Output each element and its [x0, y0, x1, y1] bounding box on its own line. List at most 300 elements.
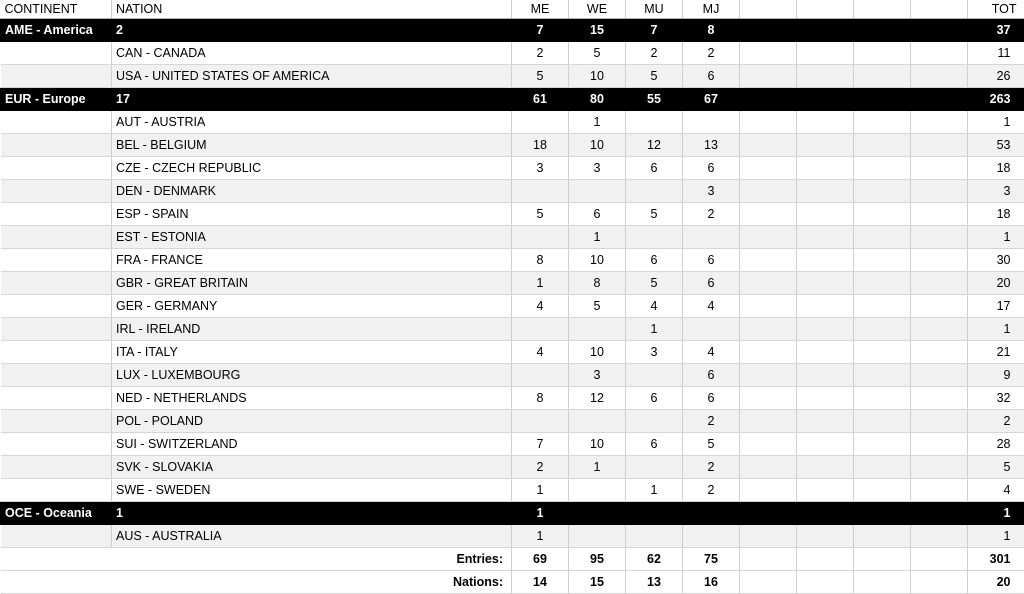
cell-empty-2: [797, 226, 854, 249]
cell-empty-1: [740, 88, 797, 111]
cell-mu: [626, 525, 683, 548]
cell-tot: 18: [968, 203, 1024, 226]
cell-empty-3: [854, 410, 911, 433]
cell-empty-1: [740, 387, 797, 410]
nation-name: GBR - GREAT BRITAIN: [112, 272, 512, 295]
cell-me: 8: [512, 249, 569, 272]
nation-row: [1, 65, 1024, 88]
cell-empty-4: [911, 387, 968, 410]
continent-nation-count: 2: [112, 19, 512, 42]
cell-tot: 11: [968, 42, 1024, 65]
footer-label: Entries:: [1, 548, 512, 571]
nation-row: [1, 134, 1024, 157]
table-body: [1, 19, 1024, 594]
cell-mj: 6: [683, 157, 740, 180]
cell-empty-4: [911, 19, 968, 42]
header-mu: MU: [626, 0, 683, 19]
continent-cell-empty: [1, 249, 112, 272]
cell-empty-3: [854, 318, 911, 341]
header-empty-4: [911, 0, 968, 19]
header-empty-1: [740, 0, 797, 19]
cell-empty-2: [797, 180, 854, 203]
cell-mu: 6: [626, 387, 683, 410]
nation-row: [1, 364, 1024, 387]
cell-mj: 2: [683, 410, 740, 433]
header-empty-2: [797, 0, 854, 19]
cell-empty-1: [740, 364, 797, 387]
cell-empty-3: [854, 42, 911, 65]
cell-empty-2: [797, 19, 854, 42]
cell-empty-1: [740, 157, 797, 180]
continent-cell-empty: [1, 387, 112, 410]
continent-row: [1, 502, 1024, 525]
continent-row: [1, 19, 1024, 42]
header-mj: MJ: [683, 0, 740, 19]
cell-me: 7: [512, 19, 569, 42]
cell-tot: 53: [968, 134, 1024, 157]
cell-empty-4: [911, 525, 968, 548]
nation-row: [1, 456, 1024, 479]
header-continent: CONTINENT: [1, 0, 112, 19]
header-me: ME: [512, 0, 569, 19]
footer-empty-4: [911, 571, 968, 594]
cell-me: 2: [512, 42, 569, 65]
continent-cell-empty: [1, 410, 112, 433]
cell-empty-2: [797, 364, 854, 387]
cell-empty-1: [740, 42, 797, 65]
footer-tot: 301: [968, 548, 1024, 571]
cell-empty-1: [740, 203, 797, 226]
cell-tot: 1: [968, 226, 1024, 249]
nation-name: IRL - IRELAND: [112, 318, 512, 341]
cell-mu: [626, 410, 683, 433]
cell-me: 4: [512, 341, 569, 364]
continent-cell-empty: [1, 134, 112, 157]
continent-cell-empty: [1, 525, 112, 548]
cell-we: 80: [569, 88, 626, 111]
cell-tot: 21: [968, 341, 1024, 364]
cell-empty-3: [854, 226, 911, 249]
cell-me: [512, 318, 569, 341]
cell-empty-3: [854, 433, 911, 456]
cell-empty-2: [797, 295, 854, 318]
cell-mu: 12: [626, 134, 683, 157]
footer-empty-2: [797, 548, 854, 571]
cell-empty-1: [740, 502, 797, 525]
cell-mj: [683, 525, 740, 548]
cell-tot: 1: [968, 318, 1024, 341]
cell-me: 5: [512, 65, 569, 88]
nation-row: [1, 272, 1024, 295]
cell-me: 8: [512, 387, 569, 410]
cell-mj: 67: [683, 88, 740, 111]
cell-mj: 2: [683, 456, 740, 479]
cell-we: 10: [569, 65, 626, 88]
continent-cell-empty: [1, 433, 112, 456]
cell-mj: [683, 226, 740, 249]
cell-mu: 6: [626, 249, 683, 272]
cell-we: 1: [569, 456, 626, 479]
footer-row: [1, 548, 1024, 571]
cell-empty-3: [854, 19, 911, 42]
cell-mj: 3: [683, 180, 740, 203]
cell-empty-2: [797, 456, 854, 479]
cell-mj: [683, 111, 740, 134]
cell-tot: 20: [968, 272, 1024, 295]
cell-empty-1: [740, 180, 797, 203]
footer-mu: 62: [626, 548, 683, 571]
cell-empty-1: [740, 65, 797, 88]
nation-row: [1, 295, 1024, 318]
cell-empty-3: [854, 134, 911, 157]
nation-name: USA - UNITED STATES OF AMERICA: [112, 65, 512, 88]
continent-cell-empty: [1, 456, 112, 479]
continent-cell-empty: [1, 479, 112, 502]
continent-cell-empty: [1, 364, 112, 387]
cell-we: 8: [569, 272, 626, 295]
cell-empty-3: [854, 111, 911, 134]
continent-cell-empty: [1, 180, 112, 203]
header-tot: TOT: [968, 0, 1024, 19]
cell-empty-1: [740, 479, 797, 502]
nation-row: [1, 387, 1024, 410]
cell-empty-4: [911, 272, 968, 295]
cell-empty-2: [797, 525, 854, 548]
cell-empty-3: [854, 272, 911, 295]
cell-me: [512, 410, 569, 433]
cell-empty-1: [740, 295, 797, 318]
nation-name: CZE - CZECH REPUBLIC: [112, 157, 512, 180]
cell-we: [569, 525, 626, 548]
cell-mj: 2: [683, 203, 740, 226]
cell-empty-4: [911, 341, 968, 364]
footer-mj: 75: [683, 548, 740, 571]
cell-empty-1: [740, 433, 797, 456]
nation-row: [1, 42, 1024, 65]
nation-name: ITA - ITALY: [112, 341, 512, 364]
nation-name: CAN - CANADA: [112, 42, 512, 65]
nation-name: EST - ESTONIA: [112, 226, 512, 249]
cell-we: 3: [569, 157, 626, 180]
cell-empty-3: [854, 479, 911, 502]
cell-empty-2: [797, 272, 854, 295]
cell-mu: 6: [626, 433, 683, 456]
nation-row: [1, 410, 1024, 433]
cell-empty-1: [740, 341, 797, 364]
cell-mu: 3: [626, 341, 683, 364]
cell-tot: 28: [968, 433, 1024, 456]
cell-empty-3: [854, 295, 911, 318]
footer-empty-1: [740, 571, 797, 594]
cell-me: [512, 111, 569, 134]
cell-empty-2: [797, 318, 854, 341]
cell-empty-4: [911, 226, 968, 249]
continent-cell-empty: [1, 318, 112, 341]
cell-me: 61: [512, 88, 569, 111]
cell-empty-1: [740, 525, 797, 548]
cell-tot: 5: [968, 456, 1024, 479]
cell-empty-2: [797, 157, 854, 180]
table-header: [1, 0, 1024, 19]
cell-mj: 5: [683, 433, 740, 456]
continent-cell-empty: [1, 65, 112, 88]
cell-empty-3: [854, 65, 911, 88]
cell-empty-2: [797, 88, 854, 111]
cell-mj: [683, 318, 740, 341]
footer-we: 95: [569, 548, 626, 571]
nation-name: AUT - AUSTRIA: [112, 111, 512, 134]
continent-cell-empty: [1, 295, 112, 318]
nation-name: LUX - LUXEMBOURG: [112, 364, 512, 387]
cell-mu: 1: [626, 479, 683, 502]
cell-mj: 6: [683, 272, 740, 295]
nation-row: [1, 226, 1024, 249]
cell-empty-4: [911, 410, 968, 433]
cell-we: [569, 410, 626, 433]
cell-mu: 2: [626, 42, 683, 65]
cell-mu: [626, 226, 683, 249]
cell-we: [569, 318, 626, 341]
cell-empty-1: [740, 410, 797, 433]
cell-mu: [626, 111, 683, 134]
nation-row: [1, 341, 1024, 364]
cell-tot: 3: [968, 180, 1024, 203]
nation-name: POL - POLAND: [112, 410, 512, 433]
nation-name: SUI - SWITZERLAND: [112, 433, 512, 456]
nation-name: DEN - DENMARK: [112, 180, 512, 203]
continent-cell-empty: [1, 42, 112, 65]
cell-empty-2: [797, 65, 854, 88]
cell-empty-1: [740, 249, 797, 272]
cell-empty-2: [797, 249, 854, 272]
continent-cell-empty: [1, 203, 112, 226]
cell-mu: 7: [626, 19, 683, 42]
cell-mj: 2: [683, 479, 740, 502]
cell-mu: [626, 364, 683, 387]
cell-empty-4: [911, 203, 968, 226]
cell-empty-4: [911, 479, 968, 502]
cell-we: 10: [569, 341, 626, 364]
cell-empty-1: [740, 318, 797, 341]
nation-name: BEL - BELGIUM: [112, 134, 512, 157]
cell-empty-4: [911, 134, 968, 157]
footer-mu: 13: [626, 571, 683, 594]
cell-tot: 1: [968, 525, 1024, 548]
cell-mu: [626, 180, 683, 203]
cell-we: 5: [569, 42, 626, 65]
nation-row: [1, 525, 1024, 548]
footer-tot: 20: [968, 571, 1024, 594]
cell-empty-3: [854, 88, 911, 111]
nation-row: [1, 249, 1024, 272]
cell-mj: 2: [683, 42, 740, 65]
cell-tot: 37: [968, 19, 1024, 42]
cell-mu: 5: [626, 272, 683, 295]
nation-row: [1, 111, 1024, 134]
cell-empty-4: [911, 456, 968, 479]
footer-empty-3: [854, 548, 911, 571]
footer-mj: 16: [683, 571, 740, 594]
cell-empty-2: [797, 479, 854, 502]
cell-me: 4: [512, 295, 569, 318]
continent-cell-empty: [1, 157, 112, 180]
cell-mj: 13: [683, 134, 740, 157]
cell-tot: 263: [968, 88, 1024, 111]
cell-mj: 6: [683, 387, 740, 410]
cell-tot: 18: [968, 157, 1024, 180]
cell-we: 6: [569, 203, 626, 226]
nation-row: [1, 433, 1024, 456]
nation-row: [1, 318, 1024, 341]
cell-we: 10: [569, 433, 626, 456]
cell-empty-4: [911, 88, 968, 111]
cell-mu: [626, 456, 683, 479]
cell-mu: 5: [626, 203, 683, 226]
cell-we: 3: [569, 364, 626, 387]
cell-tot: 1: [968, 502, 1024, 525]
footer-me: 14: [512, 571, 569, 594]
cell-we: 5: [569, 295, 626, 318]
footer-label: Nations:: [1, 571, 512, 594]
cell-tot: 26: [968, 65, 1024, 88]
continent-name: OCE - Oceania: [1, 502, 112, 525]
footer-row: [1, 571, 1024, 594]
cell-empty-3: [854, 157, 911, 180]
cell-empty-2: [797, 502, 854, 525]
cell-me: 1: [512, 479, 569, 502]
cell-empty-1: [740, 134, 797, 157]
cell-tot: 17: [968, 295, 1024, 318]
cell-me: 5: [512, 203, 569, 226]
cell-tot: 1: [968, 111, 1024, 134]
nation-name: SVK - SLOVAKIA: [112, 456, 512, 479]
nation-name: ESP - SPAIN: [112, 203, 512, 226]
cell-me: 1: [512, 272, 569, 295]
cell-empty-1: [740, 456, 797, 479]
cell-mu: 5: [626, 65, 683, 88]
cell-empty-2: [797, 410, 854, 433]
cell-empty-2: [797, 387, 854, 410]
cell-empty-4: [911, 42, 968, 65]
nation-name: FRA - FRANCE: [112, 249, 512, 272]
cell-we: [569, 502, 626, 525]
cell-empty-3: [854, 456, 911, 479]
nation-row: [1, 479, 1024, 502]
nation-name: NED - NETHERLANDS: [112, 387, 512, 410]
header-we: WE: [569, 0, 626, 19]
cell-empty-3: [854, 387, 911, 410]
cell-empty-1: [740, 226, 797, 249]
continent-name: AME - America: [1, 19, 112, 42]
header-nation: NATION: [112, 0, 512, 19]
cell-empty-2: [797, 134, 854, 157]
cell-empty-3: [854, 249, 911, 272]
cell-tot: 32: [968, 387, 1024, 410]
cell-mu: 1: [626, 318, 683, 341]
nation-name: AUS - AUSTRALIA: [112, 525, 512, 548]
cell-empty-3: [854, 341, 911, 364]
cell-empty-1: [740, 19, 797, 42]
cell-mj: 4: [683, 341, 740, 364]
cell-mu: 4: [626, 295, 683, 318]
cell-we: 15: [569, 19, 626, 42]
footer-we: 15: [569, 571, 626, 594]
cell-empty-4: [911, 502, 968, 525]
nation-name: SWE - SWEDEN: [112, 479, 512, 502]
cell-empty-3: [854, 525, 911, 548]
header-empty-3: [854, 0, 911, 19]
cell-mj: 6: [683, 364, 740, 387]
cell-we: [569, 479, 626, 502]
cell-we: 10: [569, 249, 626, 272]
cell-empty-4: [911, 111, 968, 134]
cell-me: 3: [512, 157, 569, 180]
cell-empty-2: [797, 341, 854, 364]
cell-empty-3: [854, 364, 911, 387]
cell-me: 1: [512, 502, 569, 525]
nation-row: [1, 157, 1024, 180]
cell-me: [512, 226, 569, 249]
cell-empty-4: [911, 249, 968, 272]
cell-empty-1: [740, 111, 797, 134]
footer-me: 69: [512, 548, 569, 571]
cell-mj: 6: [683, 249, 740, 272]
cell-empty-3: [854, 180, 911, 203]
cell-mj: 8: [683, 19, 740, 42]
cell-me: 7: [512, 433, 569, 456]
continent-cell-empty: [1, 272, 112, 295]
cell-me: 18: [512, 134, 569, 157]
nation-row: [1, 180, 1024, 203]
footer-empty-1: [740, 548, 797, 571]
cell-me: [512, 364, 569, 387]
cell-we: [569, 180, 626, 203]
continent-name: EUR - Europe: [1, 88, 112, 111]
cell-empty-2: [797, 42, 854, 65]
cell-empty-2: [797, 203, 854, 226]
cell-mj: 6: [683, 65, 740, 88]
cell-empty-2: [797, 433, 854, 456]
cell-we: 1: [569, 226, 626, 249]
cell-mu: 6: [626, 157, 683, 180]
cell-me: 1: [512, 525, 569, 548]
footer-empty-4: [911, 548, 968, 571]
cell-empty-4: [911, 318, 968, 341]
cell-empty-4: [911, 157, 968, 180]
continent-cell-empty: [1, 226, 112, 249]
cell-tot: 2: [968, 410, 1024, 433]
continent-row: [1, 88, 1024, 111]
nation-name: GER - GERMANY: [112, 295, 512, 318]
cell-we: 12: [569, 387, 626, 410]
cell-empty-4: [911, 295, 968, 318]
cell-tot: 4: [968, 479, 1024, 502]
cell-empty-3: [854, 203, 911, 226]
cell-empty-4: [911, 364, 968, 387]
cell-we: 10: [569, 134, 626, 157]
nation-row: [1, 203, 1024, 226]
cell-mj: [683, 502, 740, 525]
footer-empty-2: [797, 571, 854, 594]
cell-mu: 55: [626, 88, 683, 111]
cell-empty-2: [797, 111, 854, 134]
cell-mj: 4: [683, 295, 740, 318]
header-row: [1, 0, 1024, 19]
cell-empty-1: [740, 272, 797, 295]
footer-empty-3: [854, 571, 911, 594]
cell-empty-4: [911, 180, 968, 203]
continent-cell-empty: [1, 111, 112, 134]
